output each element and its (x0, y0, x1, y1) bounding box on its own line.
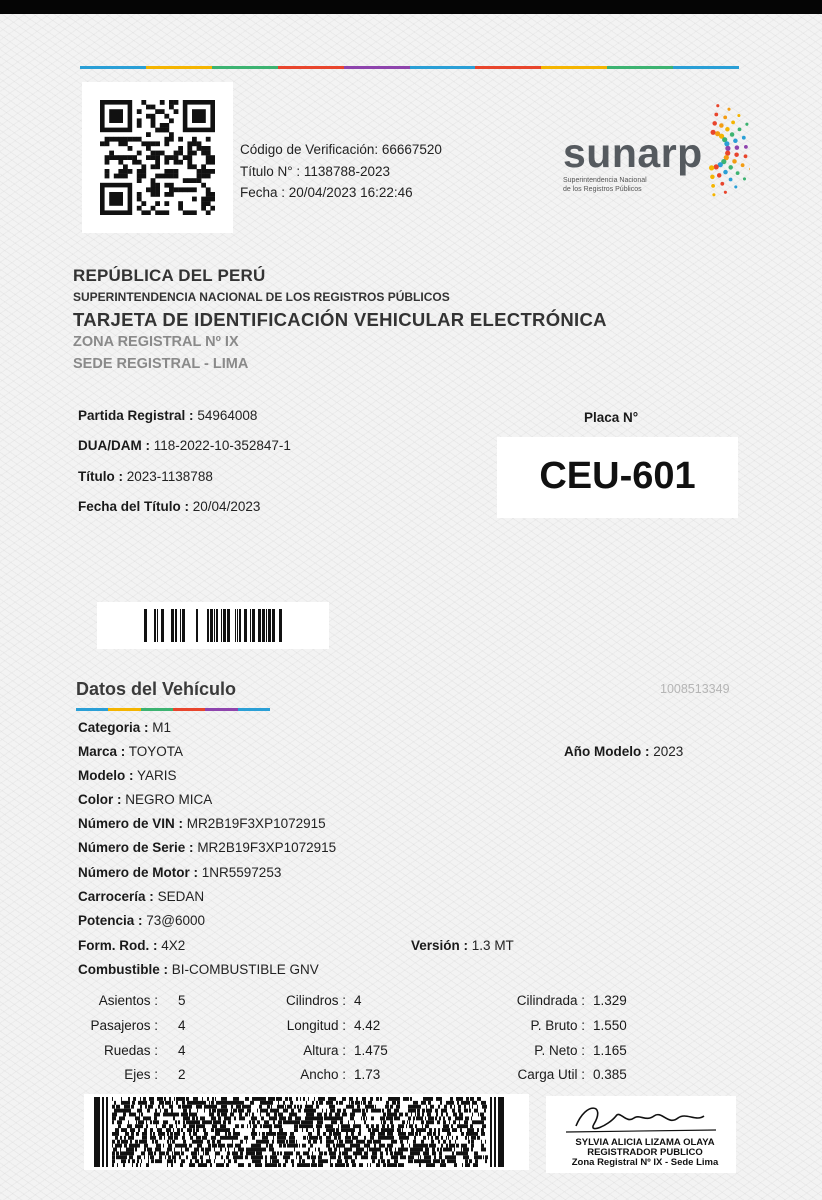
placa-value: CEU-601 (539, 455, 696, 497)
version-row: Versión : 1.3 MT (411, 938, 514, 953)
stripe-segment (146, 66, 212, 69)
pneto-value: 1.165 (593, 1043, 627, 1058)
placa-label: Placa N° (584, 410, 639, 425)
cilindros-value: 4 (354, 993, 362, 1008)
stripe-segment (212, 66, 278, 69)
cilindros-label: Cilindros : (285, 993, 346, 1008)
asientos-label: Asientos : (98, 993, 158, 1008)
logo-word: sunarp (563, 130, 703, 176)
stripe-segment (141, 708, 173, 711)
stripe-segment (673, 66, 739, 69)
heading-republica: REPÚBLICA DEL PERÚ (73, 266, 266, 285)
heading-zona: ZONA REGISTRAL Nº IX (73, 334, 239, 350)
sunarp-logo (560, 98, 750, 206)
pneto-label: P. Neto : (534, 1043, 585, 1058)
stripe-segment (475, 66, 541, 69)
verification-code: Código de Verificación: 66667520 (240, 142, 442, 157)
placa-box (497, 437, 738, 518)
ruedas-label: Ruedas : (103, 1043, 158, 1058)
stripe-segment (108, 708, 140, 711)
titulo-row: Título : 2023-1138788 (78, 469, 213, 484)
pbruto-value: 1.550 (593, 1018, 627, 1033)
longitud-label: Longitud : (286, 1018, 346, 1033)
stripe-segment (173, 708, 205, 711)
potencia-row: Potencia : 73@6000 (78, 913, 206, 928)
signatory-role: REGISTRADOR PUBLICO (587, 1147, 703, 1158)
stripe-segment (541, 66, 607, 69)
stripe-segment (205, 708, 237, 711)
logo-subtitle: Superintendencia Nacional de los Registros Públicos (563, 177, 647, 193)
heading-superintendencia: SUPERINTENDENCIA NACIONAL DE LOS REGISTROS PÚBLICOS (73, 290, 450, 304)
pbruto-label: P. Bruto : (530, 1018, 585, 1033)
cilindrada-value: 1.329 (593, 993, 627, 1008)
datos-title-underline (76, 708, 270, 711)
2d-barcode-panel (84, 1094, 529, 1170)
altura-value: 1.475 (354, 1043, 388, 1058)
qr-code-icon (100, 100, 215, 215)
stripe-segment (76, 708, 108, 711)
formrod-row: Form. Rod. : 4X2 (78, 938, 186, 953)
datos-title: Datos del Vehículo (76, 679, 237, 699)
stripe-segment (80, 66, 146, 69)
categoria-row: Categoria : M1 (78, 720, 172, 735)
signature-block (546, 1096, 736, 1173)
carroceria-row: Carrocería : SEDAN (78, 889, 205, 904)
ejes-label: Ejes : (124, 1067, 158, 1082)
longitud-value: 4.42 (354, 1018, 381, 1033)
dua-row: DUA/DAM : 118-2022-10-352847-1 (78, 438, 291, 453)
carga-util-value: 0.385 (593, 1067, 627, 1082)
top-black-bar (0, 0, 822, 14)
signatory-info (556, 1138, 734, 1168)
heading-sede: SEDE REGISTRAL - LIMA (73, 356, 249, 372)
signature-scribble-icon (546, 1096, 736, 1141)
title-number: Título N° : 1138788-2023 (240, 163, 390, 179)
motor-row: Número de Motor : 1NR5597253 (78, 865, 282, 880)
marca-row: Marca : TOYOTA (78, 744, 184, 759)
serie-row: Número de Serie : MR2B19F3XP1072915 (78, 840, 337, 855)
partida-row: Partida Registral : 54964008 (78, 408, 258, 423)
qr-code-panel (82, 82, 233, 233)
ejes-value: 2 (178, 1067, 186, 1082)
ancho-value: 1.73 (354, 1067, 381, 1082)
issue-date: Fecha : 20/04/2023 16:22:46 (240, 185, 413, 200)
carga-util-label: Carga Util : (517, 1067, 585, 1082)
color-row: Color : NEGRO MICA (78, 792, 213, 807)
pasajeros-value: 4 (178, 1018, 186, 1033)
vin-row: Número de VIN : MR2B19F3XP1072915 (78, 816, 326, 831)
fecha-titulo-row: Fecha del Título : 20/04/2023 (78, 499, 261, 514)
pasajeros-label: Pasajeros : (90, 1018, 158, 1033)
altura-label: Altura : (303, 1043, 346, 1058)
stripe-segment (410, 66, 476, 69)
cilindrada-label: Cilindrada : (516, 993, 585, 1008)
ruedas-value: 4 (178, 1043, 186, 1058)
ancho-label: Ancho : (300, 1067, 346, 1082)
signatory-name: SYLVIA ALICIA LIZAMA OLAYA (575, 1137, 715, 1148)
pdf417-barcode-icon (94, 1097, 504, 1167)
verification-info (240, 139, 442, 204)
header-color-stripe (80, 66, 739, 69)
barcode-icon (144, 609, 284, 642)
stripe-segment (278, 66, 344, 69)
document-number: 1008513349 (660, 682, 730, 696)
anio-modelo-row: Año Modelo : 2023 (564, 744, 684, 759)
asientos-value: 5 (178, 993, 186, 1008)
stripe-segment (238, 708, 270, 711)
modelo-row: Modelo : YARIS (78, 768, 177, 783)
stripe-segment (607, 66, 673, 69)
heading-tarjeta: TARJETA DE IDENTIFICACIÓN VEHICULAR ELECTRÓNICA (73, 309, 607, 330)
signatory-zone: Zona Registral Nº IX - Sede Lima (571, 1157, 719, 1168)
stripe-segment (344, 66, 410, 69)
barcode-panel (97, 602, 329, 649)
combustible-row: Combustible : BI-COMBUSTIBLE GNV (78, 962, 319, 977)
